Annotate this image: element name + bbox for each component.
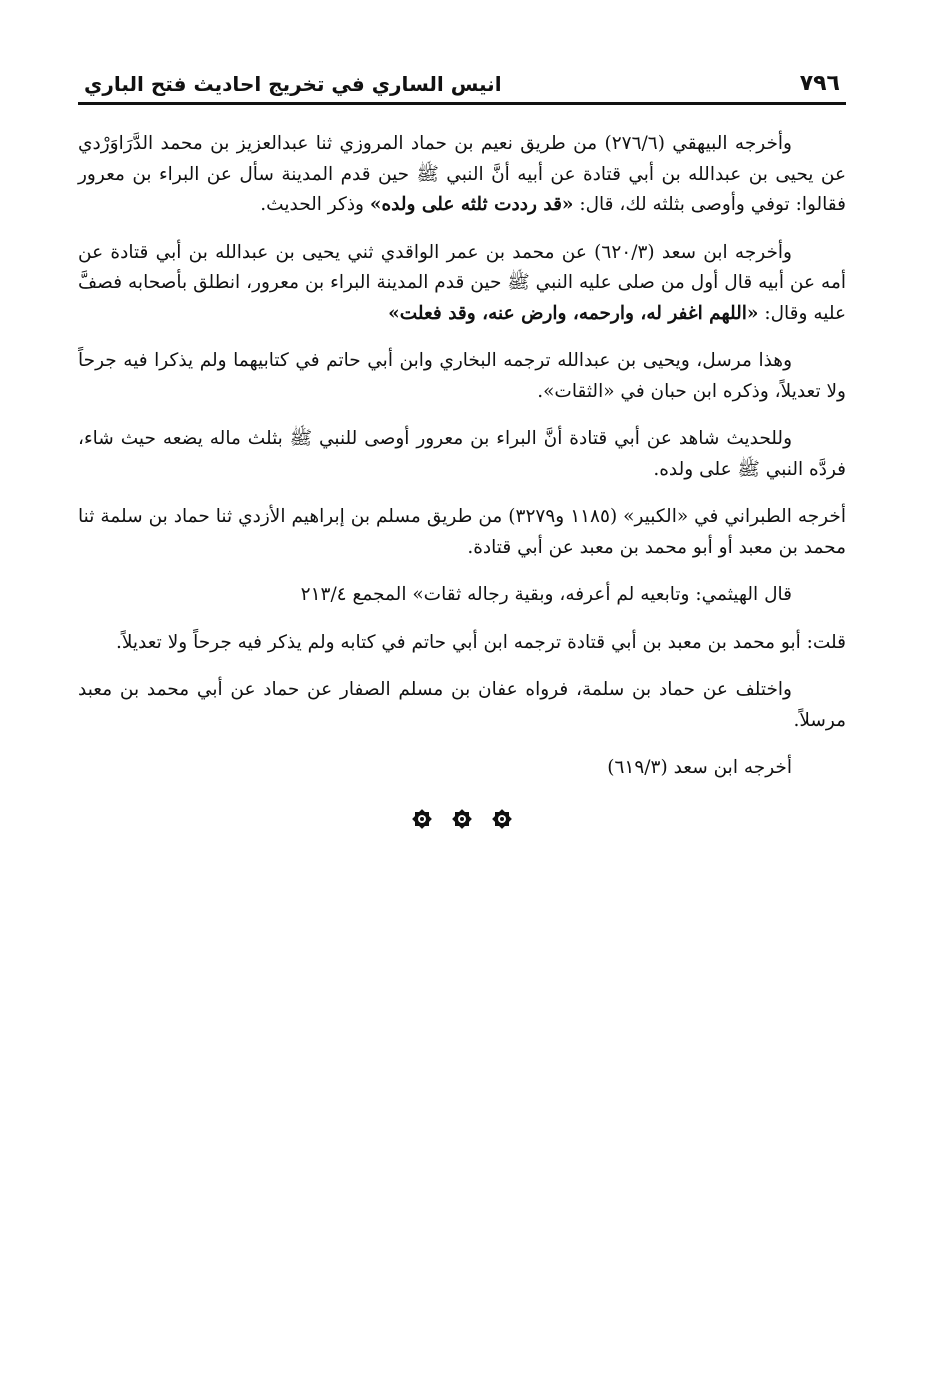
paragraph-text: وهذا مرسل، ويحيى بن عبدالله ترجمه البخاري وابن أبي حاتم في كتابيهما ولم يذكرا فيه جرحاً ولا تعديلاً، وذكره ابن حبان في «الثقات». (78, 350, 846, 402)
page-body (78, 129, 846, 784)
page-number: ٧٩٦ (799, 71, 840, 96)
eight-point-star-ornament-icon (489, 806, 515, 832)
paragraph-text: أخرجه ابن سعد (٦١٩/٣) (607, 757, 792, 778)
paragraph (78, 424, 846, 485)
paragraph-text: قال الهيثمي: وتابعيه لم أعرفه، وبقية رجاله ثقات» المجمع ٢١٣/٤ (300, 584, 792, 605)
eight-point-star-ornament-icon (409, 806, 435, 832)
paragraph (78, 346, 846, 407)
paragraph-text: وللحديث شاهد عن أبي قتادة أنَّ البراء بن معرور أوصى للنبي ﷺ بثلث ماله يضعه حيث شاء، فردَّه النبي ﷺ على ولده. (78, 428, 846, 480)
paragraph-text: واختلف عن حماد بن سلمة، فرواه عفان بن مسلم الصفار عن حماد عن أبي محمد بن معبد مرسلاً. (78, 679, 846, 731)
quoted-hadith: «قد رددت ثلثه على ولده» (369, 194, 574, 215)
paragraph-text: وأخرجه ابن سعد (٦٢٠/٣) عن محمد بن عمر الواقدي ثني يحيى بن عبدالله بن أبي قتادة عن أمه عن أبيه قال أول من صلى عليه النبي ﷺ حين قدم المدينة البراء بن معرور، انطلق بأصحابه فصفَّ عليه وقال: (78, 241, 846, 324)
paragraph (78, 238, 846, 330)
running-title: انيس الساري في تخريج احاديث فتح الباري (84, 72, 502, 96)
paragraph (78, 129, 846, 221)
paragraph-text: قلت: أبو محمد بن معبد بن أبي قتادة ترجمه ابن أبي حاتم في كتابه ولم يذكر فيه جرحاً ولا تعديلاً. (115, 631, 846, 653)
paragraph (78, 675, 846, 736)
paragraph (78, 753, 846, 784)
paragraph (78, 502, 846, 563)
quoted-hadith: «اللهم اغفر له، وارحمه، وارض عنه، وقد فعلت» (388, 302, 759, 324)
paragraph (78, 628, 846, 659)
page-header (78, 58, 846, 96)
header-rule (78, 102, 846, 105)
section-ornaments (78, 806, 846, 832)
eight-point-star-ornament-icon (449, 806, 475, 832)
paragraph (78, 580, 846, 611)
paragraph-text: أخرجه الطبراني في «الكبير» (١١٨٥ و٣٢٧٩) من طريق مسلم بن إبراهيم الأزدي ثنا حماد بن سلمة ثنا محمد بن معبد أو أبو محمد بن معبد عن أبي قتادة. (78, 506, 846, 558)
paragraph-text: وأخرجه البيهقي (٢٧٦/٦) من طريق نعيم بن حماد المروزي ثنا عبدالعزيز بن محمد الدَّرَاوَرْدي عن يحيى بن عبدالله بن أبي قتادة عن أبيه أنَّ النبي ﷺ حين قدم المدينة سأل عن البراء بن معرور فقالوا: توفي وأوصى بثلثه لك، قال: (78, 133, 846, 215)
book-page (78, 58, 846, 832)
paragraph-text: وذكر الحديث. (260, 194, 370, 215)
